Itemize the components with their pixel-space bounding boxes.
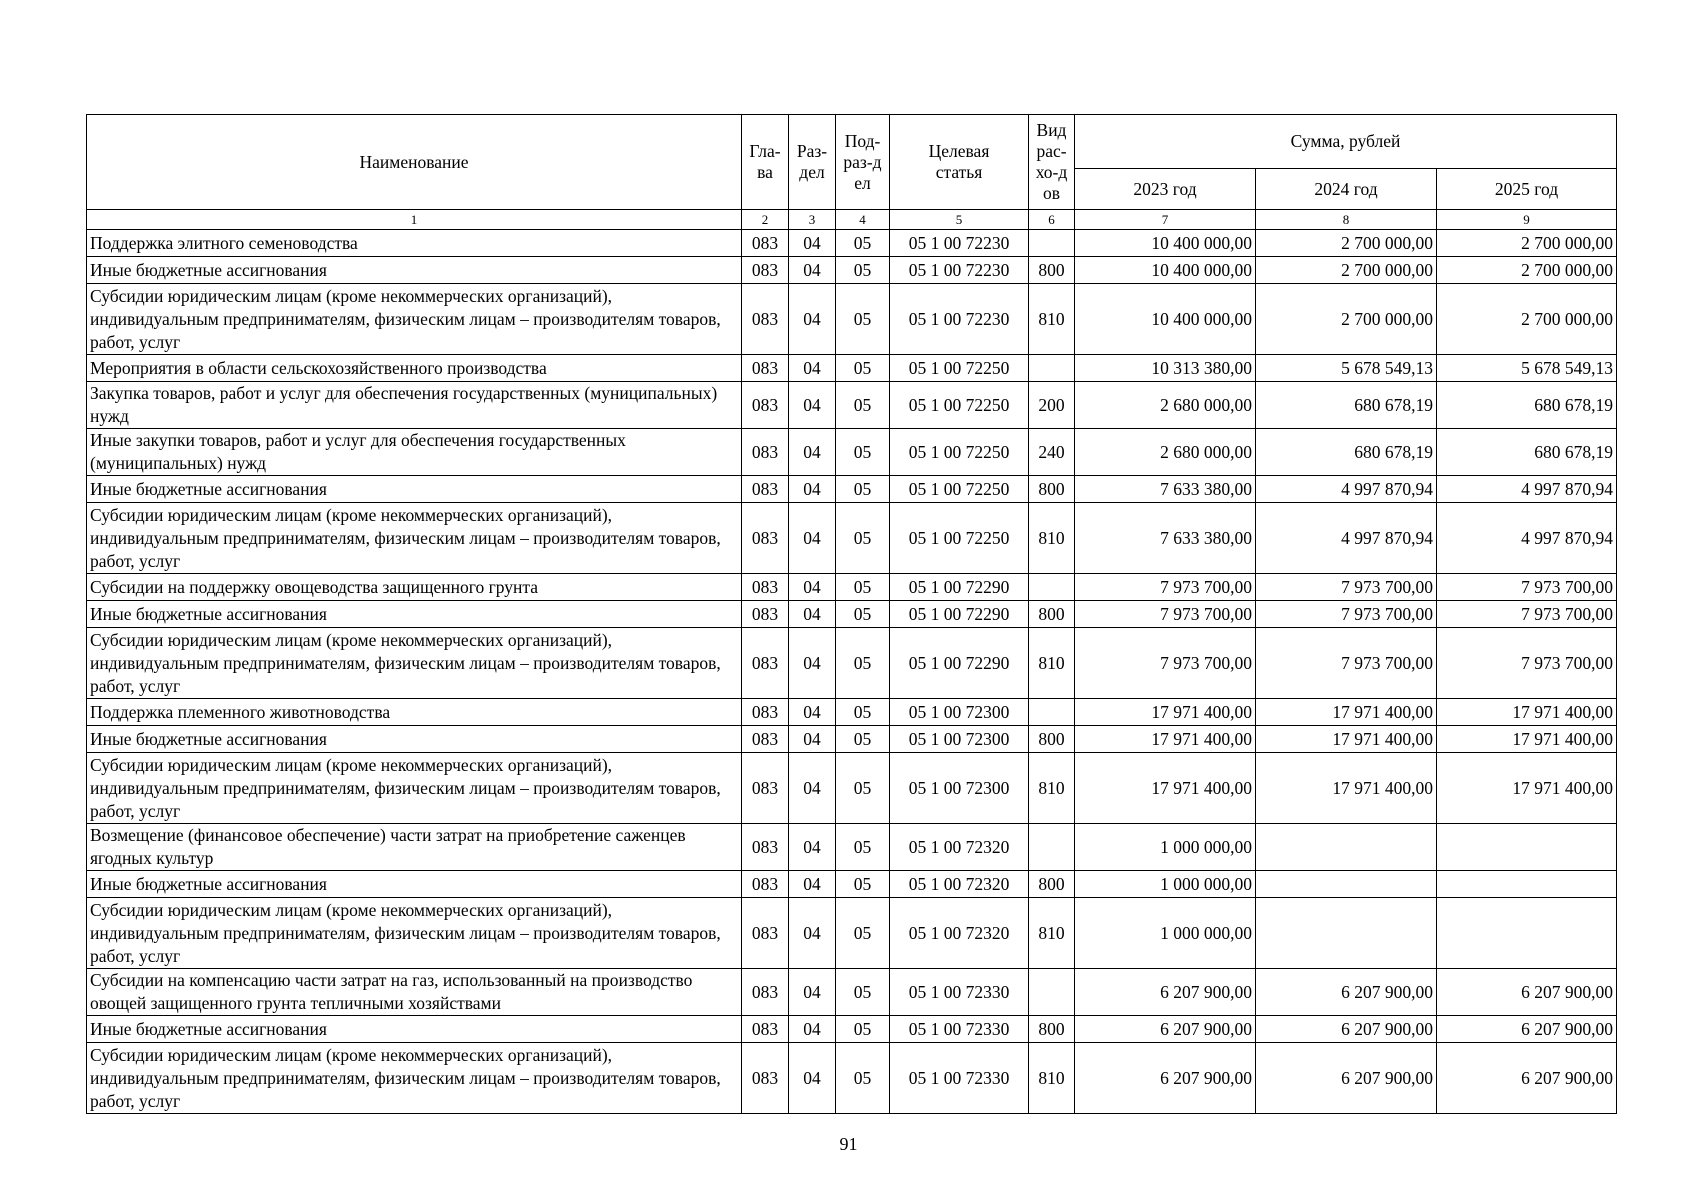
row-celevaya: 05 1 00 72230: [890, 230, 1029, 257]
row-glava: 083: [742, 284, 789, 355]
header-summa: Сумма, рублей: [1075, 115, 1617, 169]
row-podrazdel: 05: [836, 257, 890, 284]
row-razdel: 04: [789, 284, 836, 355]
header-2024: 2024 год: [1256, 169, 1437, 210]
row-sum-2023: 1 000 000,00: [1075, 898, 1256, 969]
table-row: [87, 284, 1617, 355]
row-sum-2024: [1256, 824, 1437, 871]
header-razdel-text: Раз-дел: [796, 141, 828, 182]
row-celevaya: 05 1 00 72230: [890, 284, 1029, 355]
row-celevaya: 05 1 00 72230: [890, 257, 1029, 284]
header-glava: [742, 115, 789, 210]
row-vid: 800: [1029, 601, 1075, 628]
row-sum-2023: 1 000 000,00: [1075, 871, 1256, 898]
table-row: [87, 824, 1617, 871]
row-podrazdel: 05: [836, 503, 890, 574]
row-razdel: 04: [789, 476, 836, 503]
row-name: Закупка товаров, работ и услуг для обеспечения государственных (муниципальных) нужд: [87, 382, 742, 429]
row-podrazdel: 05: [836, 898, 890, 969]
row-celevaya: 05 1 00 72250: [890, 429, 1029, 476]
column-number: 9: [1437, 210, 1617, 230]
row-sum-2025: 2 700 000,00: [1437, 230, 1617, 257]
table-body: [87, 230, 1617, 1114]
row-sum-2024: 17 971 400,00: [1256, 699, 1437, 726]
row-podrazdel: 05: [836, 753, 890, 824]
header-name: Наименование: [87, 115, 742, 210]
row-vid: 810: [1029, 753, 1075, 824]
header-2025: 2025 год: [1437, 169, 1617, 210]
row-sum-2025: 17 971 400,00: [1437, 753, 1617, 824]
row-razdel: 04: [789, 355, 836, 382]
row-sum-2023: 17 971 400,00: [1075, 699, 1256, 726]
row-sum-2025: 5 678 549,13: [1437, 355, 1617, 382]
row-podrazdel: 05: [836, 871, 890, 898]
row-podrazdel: 05: [836, 726, 890, 753]
row-glava: 083: [742, 726, 789, 753]
row-vid: 800: [1029, 257, 1075, 284]
row-sum-2023: 10 400 000,00: [1075, 257, 1256, 284]
table-row: [87, 601, 1617, 628]
row-sum-2025: 7 973 700,00: [1437, 574, 1617, 601]
row-name: Поддержка племенного животноводства: [87, 699, 742, 726]
row-sum-2024: 680 678,19: [1256, 382, 1437, 429]
row-name: Мероприятия в области сельскохозяйственного производства: [87, 355, 742, 382]
row-sum-2024: 6 207 900,00: [1256, 1016, 1437, 1043]
row-podrazdel: 05: [836, 601, 890, 628]
row-sum-2023: 17 971 400,00: [1075, 753, 1256, 824]
table-row: [87, 429, 1617, 476]
row-sum-2023: 10 400 000,00: [1075, 230, 1256, 257]
row-vid: 200: [1029, 382, 1075, 429]
row-vid: 810: [1029, 628, 1075, 699]
page-number: 91: [839, 1134, 858, 1154]
row-vid: 800: [1029, 476, 1075, 503]
table-row: [87, 1016, 1617, 1043]
row-vid: [1029, 574, 1075, 601]
table-row: [87, 898, 1617, 969]
row-vid: [1029, 969, 1075, 1016]
row-vid: 800: [1029, 726, 1075, 753]
row-vid: [1029, 699, 1075, 726]
row-vid: 810: [1029, 898, 1075, 969]
row-razdel: 04: [789, 230, 836, 257]
row-sum-2025: 4 997 870,94: [1437, 476, 1617, 503]
row-sum-2023: 17 971 400,00: [1075, 726, 1256, 753]
row-name: Иные бюджетные ассигнования: [87, 601, 742, 628]
row-sum-2023: 6 207 900,00: [1075, 1016, 1256, 1043]
row-name: Субсидии на поддержку овощеводства защищенного грунта: [87, 574, 742, 601]
row-sum-2024: 17 971 400,00: [1256, 726, 1437, 753]
row-podrazdel: 05: [836, 574, 890, 601]
row-celevaya: 05 1 00 72320: [890, 871, 1029, 898]
row-name: Иные бюджетные ассигнования: [87, 1016, 742, 1043]
row-podrazdel: 05: [836, 699, 890, 726]
row-vid: [1029, 355, 1075, 382]
row-podrazdel: 05: [836, 429, 890, 476]
row-celevaya: 05 1 00 72250: [890, 382, 1029, 429]
row-sum-2024: 17 971 400,00: [1256, 753, 1437, 824]
row-sum-2024: 7 973 700,00: [1256, 628, 1437, 699]
column-number: 7: [1075, 210, 1256, 230]
table-row: [87, 753, 1617, 824]
column-number: 8: [1256, 210, 1437, 230]
row-vid: 810: [1029, 1043, 1075, 1114]
row-sum-2025: 6 207 900,00: [1437, 969, 1617, 1016]
row-glava: 083: [742, 628, 789, 699]
header-razdel: [789, 115, 836, 210]
row-vid: 810: [1029, 284, 1075, 355]
row-name: Субсидии юридическим лицам (кроме некоммерческих организаций), индивидуальным предпринимателям, физическим лицам – производителям товаров, работ, услуг: [87, 503, 742, 574]
row-glava: 083: [742, 476, 789, 503]
row-sum-2023: 10 400 000,00: [1075, 284, 1256, 355]
row-sum-2025: 6 207 900,00: [1437, 1016, 1617, 1043]
row-name: Иные бюджетные ассигнования: [87, 871, 742, 898]
row-glava: 083: [742, 601, 789, 628]
table-row: [87, 503, 1617, 574]
header-podrazdel: [836, 115, 890, 210]
row-razdel: 04: [789, 871, 836, 898]
table-row: [87, 726, 1617, 753]
row-podrazdel: 05: [836, 824, 890, 871]
row-sum-2024: 2 700 000,00: [1256, 257, 1437, 284]
row-sum-2024: 680 678,19: [1256, 429, 1437, 476]
row-razdel: 04: [789, 753, 836, 824]
row-sum-2024: 2 700 000,00: [1256, 230, 1437, 257]
row-sum-2023: 7 973 700,00: [1075, 574, 1256, 601]
column-number: 6: [1029, 210, 1075, 230]
row-glava: 083: [742, 969, 789, 1016]
row-vid: 240: [1029, 429, 1075, 476]
row-razdel: 04: [789, 1043, 836, 1114]
header-glava-text: Гла-ва: [749, 141, 781, 182]
row-sum-2025: 2 700 000,00: [1437, 284, 1617, 355]
table-row: [87, 1043, 1617, 1114]
row-sum-2024: 7 973 700,00: [1256, 601, 1437, 628]
row-podrazdel: 05: [836, 355, 890, 382]
row-razdel: 04: [789, 898, 836, 969]
column-number: 2: [742, 210, 789, 230]
row-glava: 083: [742, 355, 789, 382]
row-sum-2025: [1437, 824, 1617, 871]
row-sum-2023: 7 633 380,00: [1075, 503, 1256, 574]
row-razdel: 04: [789, 382, 836, 429]
row-glava: 083: [742, 382, 789, 429]
row-podrazdel: 05: [836, 284, 890, 355]
row-glava: 083: [742, 257, 789, 284]
row-vid: 800: [1029, 871, 1075, 898]
row-glava: 083: [742, 1016, 789, 1043]
header-celevaya: [890, 115, 1029, 210]
row-sum-2023: 7 633 380,00: [1075, 476, 1256, 503]
row-sum-2025: [1437, 871, 1617, 898]
row-celevaya: 05 1 00 72320: [890, 898, 1029, 969]
column-number: 1: [87, 210, 742, 230]
row-glava: 083: [742, 574, 789, 601]
row-name: Иные бюджетные ассигнования: [87, 726, 742, 753]
row-razdel: 04: [789, 574, 836, 601]
row-name: Иные бюджетные ассигнования: [87, 476, 742, 503]
row-vid: 800: [1029, 1016, 1075, 1043]
row-podrazdel: 05: [836, 628, 890, 699]
row-sum-2024: 6 207 900,00: [1256, 1043, 1437, 1114]
row-glava: 083: [742, 503, 789, 574]
row-sum-2024: 4 997 870,94: [1256, 503, 1437, 574]
row-sum-2025: 17 971 400,00: [1437, 699, 1617, 726]
row-celevaya: 05 1 00 72330: [890, 1043, 1029, 1114]
column-number: 3: [789, 210, 836, 230]
row-razdel: 04: [789, 699, 836, 726]
row-name: Субсидии юридическим лицам (кроме некоммерческих организаций), индивидуальным предпринимателям, физическим лицам – производителям товаров, работ, услуг: [87, 284, 742, 355]
row-celevaya: 05 1 00 72250: [890, 355, 1029, 382]
row-celevaya: 05 1 00 72290: [890, 628, 1029, 699]
row-sum-2025: 2 700 000,00: [1437, 257, 1617, 284]
row-podrazdel: 05: [836, 969, 890, 1016]
row-sum-2025: 6 207 900,00: [1437, 1043, 1617, 1114]
row-sum-2024: 4 997 870,94: [1256, 476, 1437, 503]
row-glava: 083: [742, 753, 789, 824]
row-sum-2023: 6 207 900,00: [1075, 1043, 1256, 1114]
row-sum-2024: 6 207 900,00: [1256, 969, 1437, 1016]
header-vid: [1029, 115, 1075, 210]
row-name: Субсидии юридическим лицам (кроме некоммерческих организаций), индивидуальным предпринимателям, физическим лицам – производителям товаров, работ, услуг: [87, 898, 742, 969]
row-celevaya: 05 1 00 72330: [890, 969, 1029, 1016]
header-2023: 2023 год: [1075, 169, 1256, 210]
row-sum-2025: 17 971 400,00: [1437, 726, 1617, 753]
row-razdel: 04: [789, 257, 836, 284]
row-sum-2024: [1256, 898, 1437, 969]
row-glava: 083: [742, 871, 789, 898]
table-row: [87, 382, 1617, 429]
table-row: [87, 257, 1617, 284]
row-sum-2024: 7 973 700,00: [1256, 574, 1437, 601]
row-vid: [1029, 824, 1075, 871]
row-sum-2024: 2 700 000,00: [1256, 284, 1437, 355]
row-glava: 083: [742, 898, 789, 969]
row-sum-2023: 2 680 000,00: [1075, 382, 1256, 429]
table-row: [87, 574, 1617, 601]
row-glava: 083: [742, 824, 789, 871]
row-celevaya: 05 1 00 72300: [890, 699, 1029, 726]
column-number: 4: [836, 210, 890, 230]
row-sum-2025: 4 997 870,94: [1437, 503, 1617, 574]
row-sum-2023: 2 680 000,00: [1075, 429, 1256, 476]
row-podrazdel: 05: [836, 1043, 890, 1114]
row-sum-2025: 7 973 700,00: [1437, 601, 1617, 628]
table-row: [87, 230, 1617, 257]
row-sum-2025: [1437, 898, 1617, 969]
table-row: [87, 871, 1617, 898]
row-razdel: 04: [789, 1016, 836, 1043]
row-sum-2025: 680 678,19: [1437, 382, 1617, 429]
row-sum-2023: 1 000 000,00: [1075, 824, 1256, 871]
row-name: Субсидии юридическим лицам (кроме некоммерческих организаций), индивидуальным предпринимателям, физическим лицам – производителям товаров, работ, услуг: [87, 628, 742, 699]
table-row: [87, 699, 1617, 726]
row-sum-2023: 10 313 380,00: [1075, 355, 1256, 382]
row-sum-2024: 5 678 549,13: [1256, 355, 1437, 382]
row-glava: 083: [742, 699, 789, 726]
table-row: [87, 355, 1617, 382]
column-number: 5: [890, 210, 1029, 230]
row-vid: [1029, 230, 1075, 257]
row-vid: 810: [1029, 503, 1075, 574]
row-sum-2025: 7 973 700,00: [1437, 628, 1617, 699]
row-celevaya: 05 1 00 72290: [890, 601, 1029, 628]
row-celevaya: 05 1 00 72300: [890, 753, 1029, 824]
row-razdel: 04: [789, 824, 836, 871]
row-sum-2023: 7 973 700,00: [1075, 601, 1256, 628]
table-row: [87, 628, 1617, 699]
row-podrazdel: 05: [836, 230, 890, 257]
row-sum-2023: 6 207 900,00: [1075, 969, 1256, 1016]
table-row: [87, 969, 1617, 1016]
row-razdel: 04: [789, 503, 836, 574]
header-celevaya-text: Целевая статья: [928, 141, 990, 182]
row-name: Иные бюджетные ассигнования: [87, 257, 742, 284]
row-name: Субсидии юридическим лицам (кроме некоммерческих организаций), индивидуальным предпринимателям, физическим лицам – производителям товаров, работ, услуг: [87, 1043, 742, 1114]
row-name: Субсидии на компенсацию части затрат на газ, использованный на производство овощей защищенного грунта тепличными хозяйствами: [87, 969, 742, 1016]
row-podrazdel: 05: [836, 476, 890, 503]
row-sum-2025: 680 678,19: [1437, 429, 1617, 476]
row-podrazdel: 05: [836, 382, 890, 429]
row-glava: 083: [742, 429, 789, 476]
row-celevaya: 05 1 00 72330: [890, 1016, 1029, 1043]
header-vid-text: Вид рас-хо-дов: [1035, 120, 1068, 203]
row-razdel: 04: [789, 726, 836, 753]
row-name: Поддержка элитного семеноводства: [87, 230, 742, 257]
row-razdel: 04: [789, 601, 836, 628]
budget-table: [86, 114, 1617, 1114]
row-celevaya: 05 1 00 72250: [890, 503, 1029, 574]
row-razdel: 04: [789, 429, 836, 476]
row-name: Иные закупки товаров, работ и услуг для обеспечения государственных (муниципальных) нужд: [87, 429, 742, 476]
row-glava: 083: [742, 230, 789, 257]
row-celevaya: 05 1 00 72290: [890, 574, 1029, 601]
row-razdel: 04: [789, 969, 836, 1016]
row-sum-2024: [1256, 871, 1437, 898]
row-sum-2023: 7 973 700,00: [1075, 628, 1256, 699]
row-celevaya: 05 1 00 72250: [890, 476, 1029, 503]
row-glava: 083: [742, 1043, 789, 1114]
row-name: Субсидии юридическим лицам (кроме некоммерческих организаций), индивидуальным предпринимателям, физическим лицам – производителям товаров, работ, услуг: [87, 753, 742, 824]
header-podrazdel-text: Под-раз-дел: [843, 130, 882, 193]
row-razdel: 04: [789, 628, 836, 699]
row-name: Возмещение (финансовое обеспечение) части затрат на приобретение саженцев ягодных культур: [87, 824, 742, 871]
row-celevaya: 05 1 00 72300: [890, 726, 1029, 753]
row-celevaya: 05 1 00 72320: [890, 824, 1029, 871]
table-row: [87, 476, 1617, 503]
row-podrazdel: 05: [836, 1016, 890, 1043]
